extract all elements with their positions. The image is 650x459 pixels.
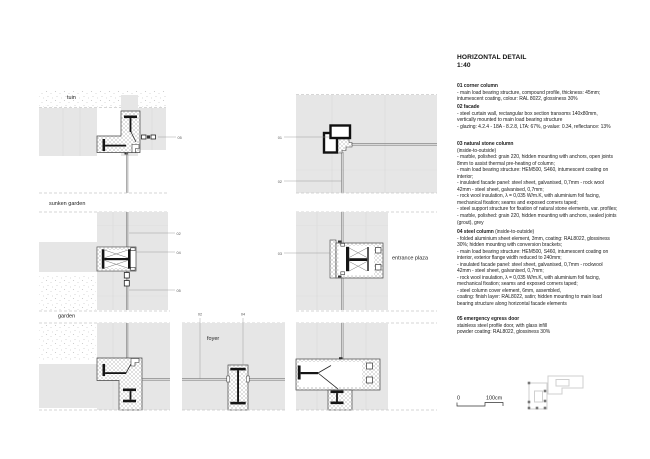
i-beam-web bbox=[130, 118, 132, 132]
support-profile bbox=[376, 265, 382, 271]
detail-corner-column-tuin bbox=[97, 111, 182, 193]
sheet-title bbox=[457, 54, 650, 69]
label-garden: garden bbox=[58, 313, 76, 320]
detail-corner-column-inside bbox=[278, 95, 437, 194]
support-profile bbox=[367, 363, 373, 369]
key-plan bbox=[528, 376, 583, 409]
label-tuin: tuin bbox=[67, 95, 76, 101]
callout-05: 05 bbox=[177, 135, 182, 140]
callout-02: 02 bbox=[277, 179, 282, 184]
legend-section-01: 01 corner column - main load bearing structure, compound profile, thickness: 45mm; intumescent coating, colour: RAL 8022, glossiness 30% bbox=[457, 83, 601, 103]
door-profile bbox=[124, 281, 129, 287]
callout-04: 04 bbox=[240, 312, 246, 317]
support-profile bbox=[367, 377, 373, 383]
soil-hatch bbox=[39, 90, 166, 107]
legend-section-03: 03 natural stone column (inside-to-outside) - marble, polished: grain 220, hidden mounting with anchors, open joints 8mm to assist thermal pre-heating of column; - main load bearing structure: HEM500, S460, intumescent coating on interior; - insulated facade panel: steel sheet, galvanised, 0,7mm - rock wool 42mm - steel sheet, galvanised, 0,7mm; - rock wool insulation, λ = 0,035 W/m.K, with aluminium foil facing, mechanical fixation; seams and exposed corners taped; - steel support structure for fixation of natural stone elements, var. profiles; - marble, polished: grain 220, hidden mounting with anchors, sealed joints (grout), grey bbox=[457, 141, 618, 226]
callout-05: 05 bbox=[176, 288, 181, 293]
detail-corner-stone bbox=[296, 323, 388, 410]
door-profile bbox=[124, 273, 129, 279]
scale-bar bbox=[457, 396, 503, 407]
i-beam-web bbox=[104, 258, 128, 260]
label-sunken-garden: sunken garden bbox=[49, 201, 86, 207]
detail-location-markers bbox=[528, 382, 547, 410]
support-profile bbox=[376, 248, 382, 254]
scale-100cm: 100cm bbox=[486, 395, 503, 402]
row-garden bbox=[39, 311, 437, 410]
label-entrance-plaza: entrance plaza bbox=[392, 255, 429, 262]
i-beam-flange bbox=[102, 249, 105, 268]
label-foyer: foyer bbox=[207, 336, 220, 342]
row-tuin bbox=[39, 90, 437, 193]
i-beam-flange bbox=[346, 247, 349, 271]
detail-foyer-mullion bbox=[182, 313, 285, 411]
callout-01: 01 bbox=[277, 135, 282, 140]
stone-cladding bbox=[330, 240, 336, 278]
floor-band bbox=[39, 108, 97, 156]
door-profile bbox=[142, 135, 147, 139]
row-sunken-garden bbox=[39, 193, 437, 310]
compound-profile bbox=[331, 126, 351, 139]
legend-section-05: 05 emergency egress door stainless steel profile door, with glass infill powder coating: RAL8022, glossiness 30% bbox=[457, 316, 551, 336]
callout-02: 02 bbox=[197, 312, 203, 317]
callout-02: 02 bbox=[176, 231, 181, 236]
detail-natural-stone-column bbox=[278, 212, 429, 310]
callout-03: 03 bbox=[277, 251, 282, 256]
sheet-title-line2: 1:40 bbox=[457, 61, 471, 69]
i-beam-flange bbox=[124, 116, 137, 119]
i-beam-web bbox=[349, 258, 367, 261]
legend-column bbox=[457, 54, 650, 336]
sheet-title-line1: HORIZONTAL DETAIL bbox=[457, 54, 527, 61]
legend-section-02: 02 facade - steel curtain wall, rectangular box section transoms 140x80mm, vertically mounted to main load bearing structure - glazing: 4.2.4 - 18A - 8.2.8, LTA: 67%, g-value: 0.34, reflectance: 13% bbox=[457, 104, 611, 130]
i-beam-flange bbox=[128, 249, 131, 268]
callout-04: 04 bbox=[176, 250, 181, 255]
legend-section-04: 04 steel column (inside-to-outside) - folded aluminium sheet element, 3mm, coating: RAL8022, glossiness 30%; hidden mounting with conversion brackets; - main load bearing structure: HEM500, S460, intumescent coating on interior, exterior flange width reduced to 240mm; - insulated facade panel: steel sheet, galvanised, 0,7mm - rockwool 42mm - steel sheet, galvanised, 0,7mm; - rock wool insulation, λ = 0,035 W/m.K, with aluminium foil facing, mechanical fixation; seams and exposed corners taped; - steel column cover element, 6mm, assembled, coating: finish layer: RAL8022, satin; hidden mounting to main load bearing structure along horizontal facade elements bbox=[457, 229, 610, 308]
scale-zero: 0 bbox=[457, 395, 460, 402]
